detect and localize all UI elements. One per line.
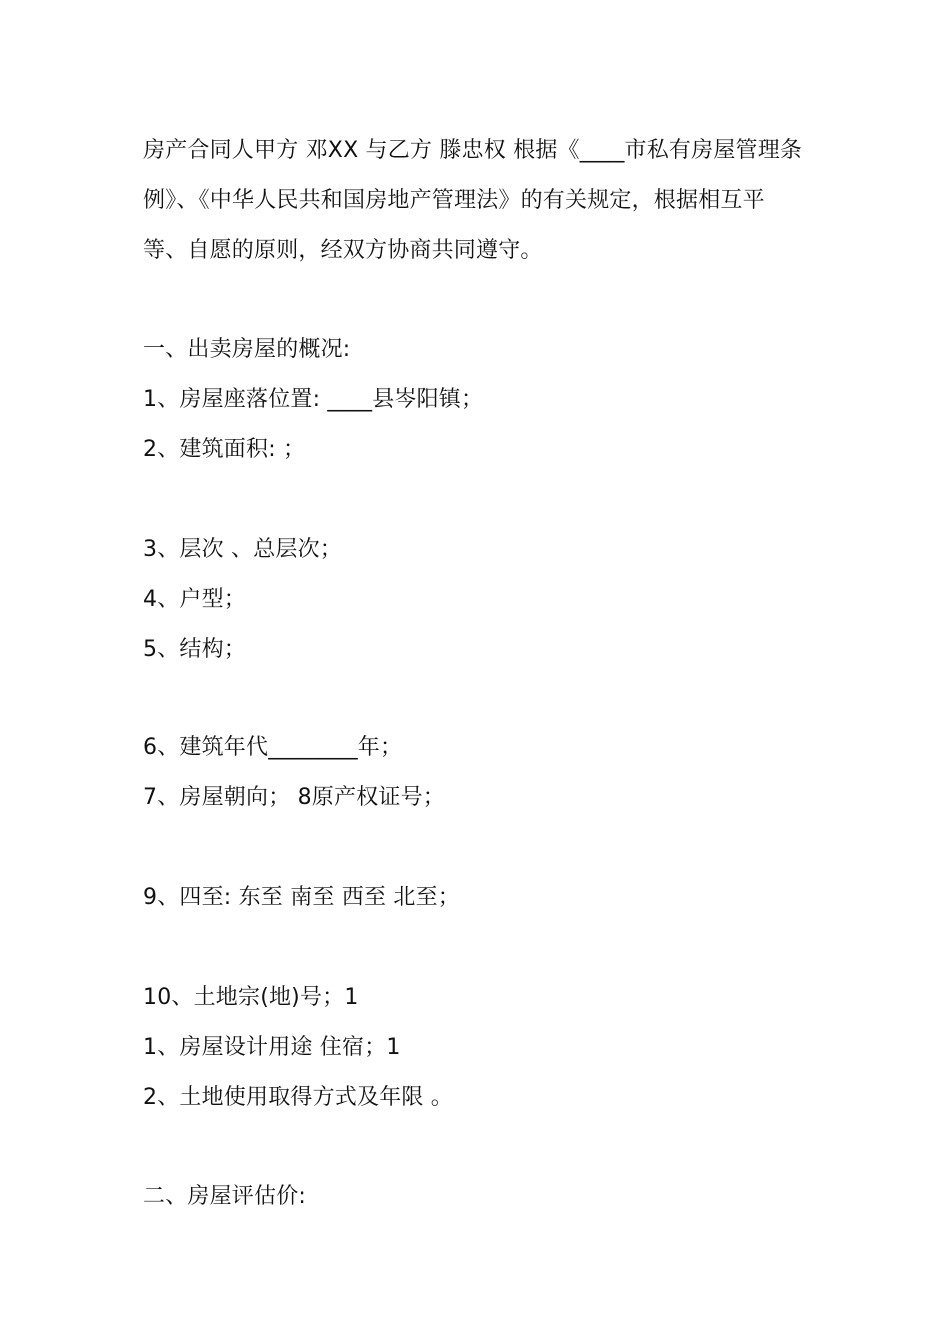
item-orientation-certificate: 7、房屋朝向； 8原产权证号； xyxy=(143,785,445,810)
item-building-area: 2、建筑面积: ； xyxy=(143,437,306,462)
item-floors: 3、层次 、总层次； xyxy=(143,537,342,562)
item-land-acquisition: 2、土地使用取得方式及年限 。 xyxy=(143,1085,453,1110)
item-layout: 4、户型； xyxy=(143,587,246,612)
item-build-year: 6、建筑年代________年； xyxy=(143,735,403,760)
intro-paragraph-line-2: 例》、《中华人民共和国房地产管理法》的有关规定，根据相互平 xyxy=(143,188,765,213)
item-structure: 5、结构； xyxy=(143,637,246,662)
section-heading-appraisal-price: 二、房屋评估价: xyxy=(143,1184,307,1209)
intro-paragraph-line-3: 等、自愿的原则，经双方协商共同遵守。 xyxy=(143,238,543,263)
item-design-use: 1、房屋设计用途 住宿；1 xyxy=(143,1035,401,1060)
item-location: 1、房屋座落位置: ____县岑阳镇； xyxy=(143,387,484,412)
item-boundaries: 9、四至: 东至 南至 西至 北至； xyxy=(143,885,460,910)
intro-paragraph-line-1: 房产合同人甲方 邓XX 与乙方 滕忠权 根据《____市私有房屋管理条 xyxy=(143,138,803,163)
item-land-parcel-number: 10、土地宗(地)号；1 xyxy=(143,985,359,1010)
section-heading-property-overview: 一、出卖房屋的概况: xyxy=(143,337,351,362)
